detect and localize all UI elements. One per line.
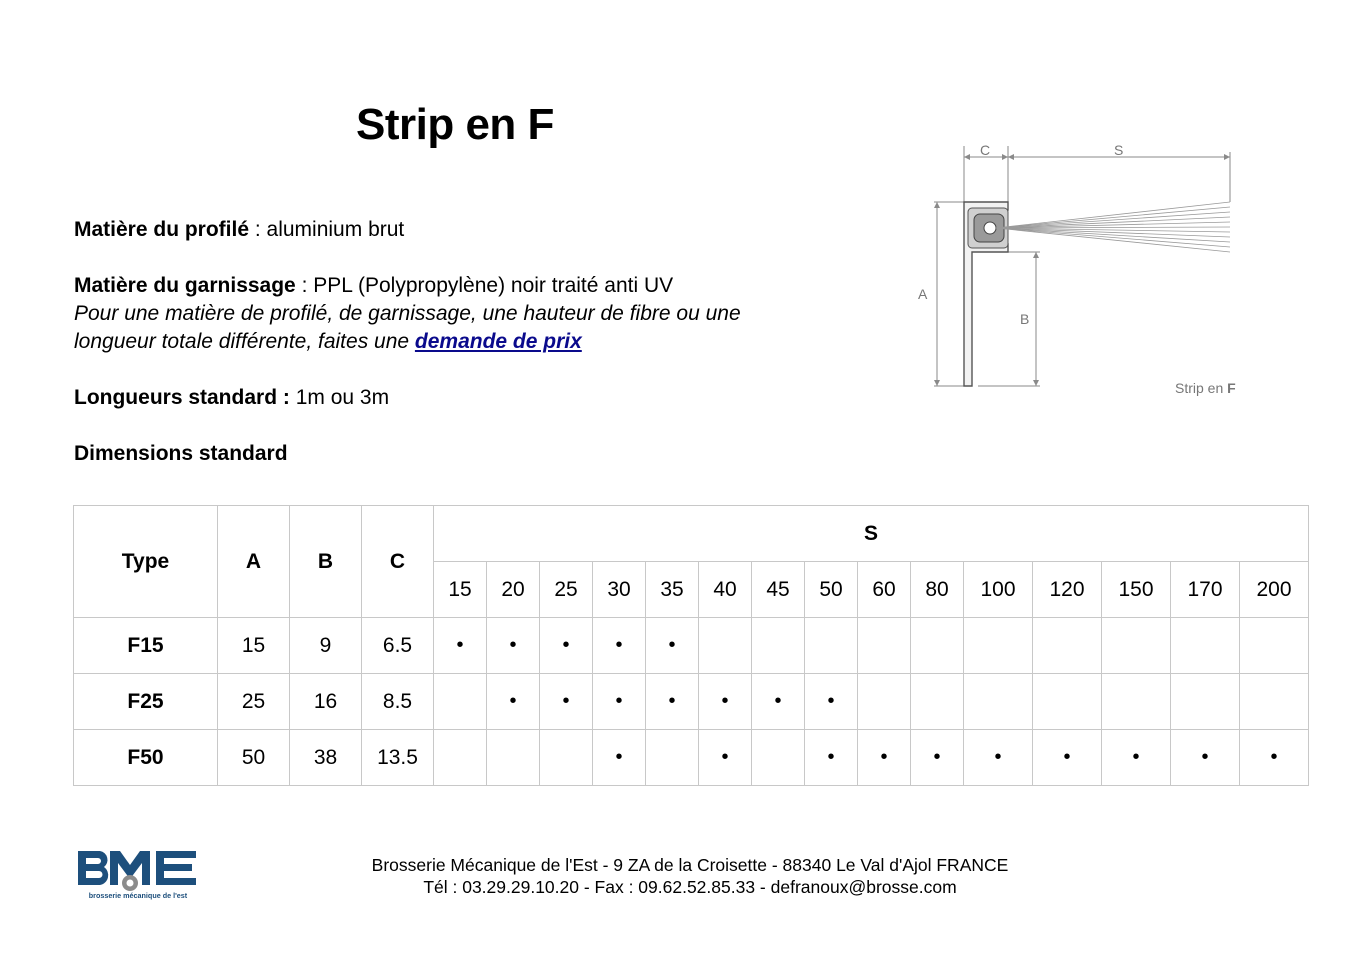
- availability-dot: •: [593, 618, 646, 674]
- s-value: 170: [1171, 562, 1240, 618]
- cell-type: F25: [74, 674, 218, 730]
- empty-cell: [1240, 674, 1309, 730]
- empty-cell: [1102, 674, 1171, 730]
- cell-a: 25: [218, 674, 290, 730]
- empty-cell: [858, 674, 911, 730]
- s-value: 20: [487, 562, 540, 618]
- table-row: [74, 618, 1309, 674]
- availability-dot: •: [911, 730, 964, 786]
- dimensions-heading: [74, 440, 288, 468]
- empty-cell: [487, 730, 540, 786]
- availability-dot: •: [434, 618, 487, 674]
- empty-cell: [911, 674, 964, 730]
- empty-cell: [1171, 618, 1240, 674]
- header-a: A: [218, 506, 290, 618]
- availability-dot: •: [646, 618, 699, 674]
- standard-lengths-value: 1m ou 3m: [295, 386, 390, 409]
- availability-dot: •: [964, 730, 1033, 786]
- header-type: Type: [74, 506, 218, 618]
- availability-dot: •: [805, 730, 858, 786]
- s-value: 35: [646, 562, 699, 618]
- s-value: 60: [858, 562, 911, 618]
- empty-cell: [1240, 618, 1309, 674]
- garnish-material-label: Matière du garnissage: [74, 274, 296, 297]
- empty-cell: [434, 674, 487, 730]
- availability-dot: •: [487, 674, 540, 730]
- availability-dot: •: [752, 674, 805, 730]
- cell-type: F50: [74, 730, 218, 786]
- diagram-caption-prefix: Strip en: [1175, 380, 1228, 396]
- availability-dot: •: [487, 618, 540, 674]
- footer-contact: Tél : 03.29.29.10.20 - Fax : 09.62.52.85.33 - defranoux@brosse.com: [423, 877, 957, 897]
- page-title: Strip en F: [356, 100, 554, 149]
- empty-cell: [1033, 618, 1102, 674]
- dimensions-heading-text: Dimensions standard: [74, 442, 288, 465]
- empty-cell: [646, 730, 699, 786]
- strip-profile-diagram: [912, 132, 1242, 412]
- availability-dot: •: [1240, 730, 1309, 786]
- availability-dot: •: [699, 674, 752, 730]
- diagram-caption: [1175, 380, 1236, 396]
- availability-dot: •: [805, 674, 858, 730]
- garnish-material-value: : PPL (Polypropylène) noir traité anti UV: [295, 274, 674, 297]
- s-value: 80: [911, 562, 964, 618]
- garnish-material: [74, 272, 741, 356]
- empty-cell: [752, 618, 805, 674]
- empty-cell: [1171, 674, 1240, 730]
- cell-b: 9: [290, 618, 362, 674]
- table-row: [74, 674, 1309, 730]
- s-value: 120: [1033, 562, 1102, 618]
- availability-dot: •: [1171, 730, 1240, 786]
- header-s: S: [434, 506, 1309, 562]
- cell-a: 15: [218, 618, 290, 674]
- empty-cell: [1102, 618, 1171, 674]
- profile-material: [74, 216, 404, 244]
- empty-cell: [540, 730, 593, 786]
- empty-cell: [699, 618, 752, 674]
- empty-cell: [752, 730, 805, 786]
- garnish-note-text: longueur totale différente, faites une: [74, 330, 415, 353]
- s-value: 45: [752, 562, 805, 618]
- empty-cell: [911, 618, 964, 674]
- availability-dot: •: [593, 730, 646, 786]
- s-value: 30: [593, 562, 646, 618]
- diagram-label-s: S: [1114, 142, 1124, 158]
- standard-lengths: [74, 384, 389, 412]
- availability-dot: •: [699, 730, 752, 786]
- profile-material-value: : aluminium brut: [249, 218, 405, 241]
- availability-dot: •: [1102, 730, 1171, 786]
- empty-cell: [964, 674, 1033, 730]
- availability-dot: •: [540, 618, 593, 674]
- garnish-note-line2: [74, 328, 741, 356]
- profile-material-label: Matière du profilé: [74, 218, 250, 241]
- cell-c: 13.5: [362, 730, 434, 786]
- diagram-caption-letter: F: [1227, 380, 1236, 396]
- footer: [300, 854, 1080, 898]
- availability-dot: •: [646, 674, 699, 730]
- logo-tagline: brosserie mécanique de l'est: [88, 891, 188, 900]
- diagram-label-b: B: [1020, 311, 1030, 327]
- availability-dot: •: [540, 674, 593, 730]
- footer-address: Brosserie Mécanique de l'Est - 9 ZA de la Croisette - 88340 Le Val d'Ajol FRANCE: [371, 855, 1009, 875]
- availability-dot: •: [593, 674, 646, 730]
- dimensions-table: [73, 505, 1309, 786]
- garnish-note-line1: Pour une matière de profilé, de garnissage, une hauteur de fibre ou une: [74, 302, 741, 325]
- cell-c: 6.5: [362, 618, 434, 674]
- diagram-label-c: C: [980, 142, 991, 158]
- empty-cell: [858, 618, 911, 674]
- s-value: 50: [805, 562, 858, 618]
- cell-a: 50: [218, 730, 290, 786]
- s-value: 200: [1240, 562, 1309, 618]
- bme-logo: [76, 849, 200, 901]
- header-b: B: [290, 506, 362, 618]
- cell-type: F15: [74, 618, 218, 674]
- diagram-label-a: A: [918, 286, 928, 302]
- empty-cell: [964, 618, 1033, 674]
- header-c: C: [362, 506, 434, 618]
- availability-dot: •: [858, 730, 911, 786]
- s-value: 15: [434, 562, 487, 618]
- cell-b: 16: [290, 674, 362, 730]
- price-request-link[interactable]: demande de prix: [414, 330, 582, 353]
- availability-dot: •: [1033, 730, 1102, 786]
- s-value: 100: [964, 562, 1033, 618]
- cell-c: 8.5: [362, 674, 434, 730]
- table-row: [74, 730, 1309, 786]
- s-value: 40: [699, 562, 752, 618]
- s-value: 150: [1102, 562, 1171, 618]
- cell-b: 38: [290, 730, 362, 786]
- standard-lengths-label: Longueurs standard :: [74, 386, 296, 409]
- empty-cell: [1033, 674, 1102, 730]
- s-value: 25: [540, 562, 593, 618]
- empty-cell: [434, 730, 487, 786]
- empty-cell: [805, 618, 858, 674]
